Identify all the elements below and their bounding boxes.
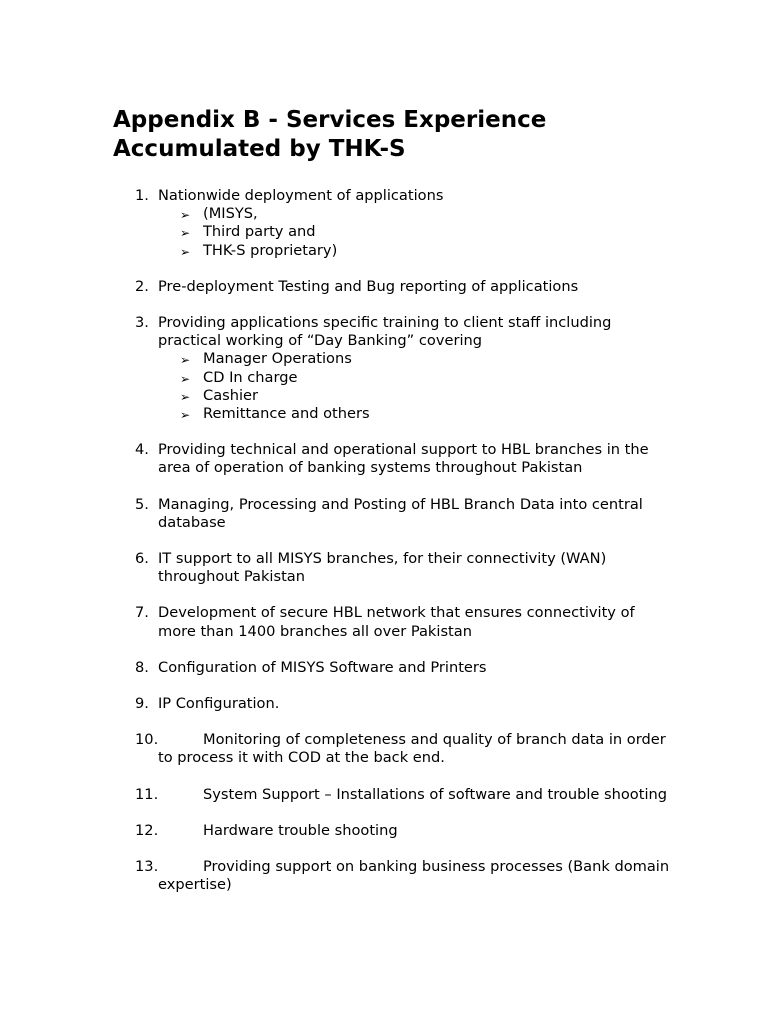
list-item (113, 731, 673, 767)
item-number: 2. (135, 277, 149, 295)
arrow-bullet-icon: ➢ (180, 244, 191, 259)
item-number: 12. (135, 821, 159, 839)
item-number: 9. (135, 695, 149, 713)
sub-list-item (158, 387, 673, 405)
list-item (113, 858, 673, 894)
item-text: Configuration of MISYS Software and Printers (158, 658, 487, 676)
sub-list-item (158, 223, 673, 241)
item-number: 4. (135, 441, 149, 459)
sub-list-item (158, 205, 673, 223)
arrow-bullet-icon: ➢ (180, 226, 191, 241)
item-text: System Support – Installations of software and trouble shooting (203, 785, 668, 803)
item-text: Monitoring of completeness and quality of branch data in order to process it with COD at the back end. (158, 731, 666, 767)
list-item (113, 550, 673, 586)
item-text: Development of secure HBL network that ensures connectivity of more than 1400 branches all over Pakistan (158, 604, 635, 640)
arrow-bullet-icon: ➢ (180, 371, 191, 386)
list-item (113, 822, 673, 840)
sub-list-item (158, 369, 673, 387)
item-text: Hardware trouble shooting (203, 821, 398, 839)
list-item (113, 314, 673, 423)
sub-list-item (158, 405, 673, 423)
arrow-bullet-icon: ➢ (180, 208, 191, 223)
services-list (113, 187, 673, 912)
item-text: Pre-deployment Testing and Bug reporting of applications (158, 277, 579, 295)
item-text: Providing applications specific training to client staff including practical working of “Day Banking” covering (158, 314, 612, 350)
item-text: Managing, Processing and Posting of HBL Branch Data into central database (158, 495, 643, 531)
item-number: 3. (135, 314, 149, 332)
item-number: 1. (135, 187, 149, 204)
page-title: Appendix B - Services Experience Accumulated by THK-S (113, 107, 547, 162)
sub-item-text: Third party and (203, 223, 316, 241)
list-item (113, 695, 673, 713)
item-number: 13. (135, 858, 159, 876)
item-text: Nationwide deployment of applications (158, 187, 444, 204)
sub-item-text: CD In charge (203, 368, 298, 386)
sub-list (158, 350, 673, 423)
list-item (113, 496, 673, 532)
list-item (113, 659, 673, 677)
sub-list-item (158, 350, 673, 368)
item-text: Providing technical and operational support to HBL branches in the area of operation of banking systems throughout Pakistan (158, 441, 649, 477)
sub-item-text: Cashier (203, 386, 259, 404)
sub-item-text: THK-S proprietary) (203, 241, 338, 259)
item-number: 8. (135, 658, 149, 676)
arrow-bullet-icon: ➢ (180, 353, 191, 368)
sub-item-text: Remittance and others (203, 405, 370, 423)
list-item (113, 786, 673, 804)
item-number: 10. (135, 731, 159, 749)
item-text: Providing support on banking business processes (Bank domain expertise) (158, 858, 670, 894)
list-item (113, 604, 673, 640)
arrow-bullet-icon: ➢ (180, 389, 191, 404)
sub-item-text: Manager Operations (203, 350, 352, 368)
item-number: 7. (135, 604, 149, 622)
item-number: 11. (135, 785, 159, 803)
item-number: 5. (135, 495, 149, 513)
item-number: 6. (135, 550, 149, 568)
list-item (113, 187, 673, 260)
sub-list-item (158, 242, 673, 260)
item-text: IP Configuration. (158, 695, 280, 713)
arrow-bullet-icon: ➢ (180, 408, 191, 423)
list-item (113, 441, 673, 477)
item-text: IT support to all MISYS branches, for their connectivity (WAN) throughout Pakistan (158, 550, 607, 586)
list-item (113, 278, 673, 296)
sub-list (158, 205, 673, 260)
sub-item-text: (MISYS, (203, 205, 258, 223)
